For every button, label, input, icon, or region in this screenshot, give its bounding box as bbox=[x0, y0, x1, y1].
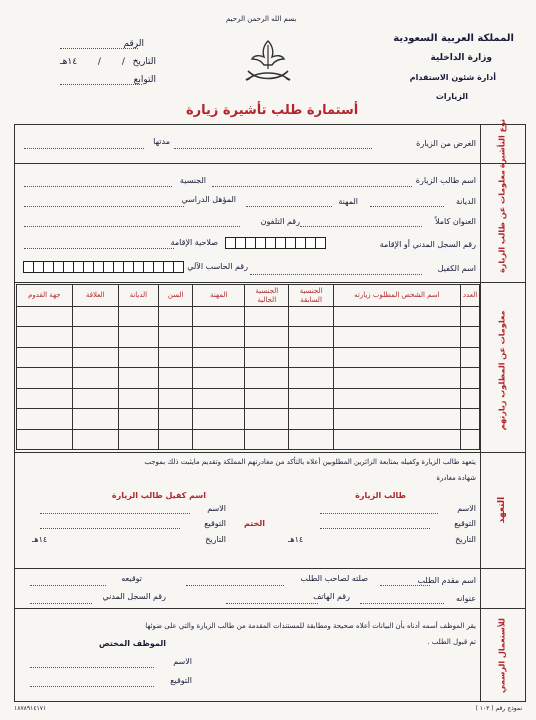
col-header: الجنسية السابقة bbox=[299, 286, 323, 304]
submitter-phone-label: رقم الهاتف bbox=[313, 592, 350, 601]
attachments-label: التوابع bbox=[133, 75, 156, 85]
attachments-field[interactable] bbox=[60, 84, 142, 85]
side-label-official: للأستعمال الرسمي bbox=[497, 618, 507, 693]
table-row[interactable] bbox=[17, 409, 480, 429]
col-header: العلاقة bbox=[85, 291, 105, 299]
col-header: جهة القدوم bbox=[28, 291, 61, 299]
col-header: المهنة bbox=[210, 291, 228, 299]
side-label-pledge: التعهد bbox=[497, 496, 507, 524]
religion-field[interactable] bbox=[370, 206, 444, 207]
submitter-signature-field[interactable] bbox=[30, 585, 106, 586]
table-row[interactable] bbox=[17, 388, 480, 408]
sponsor-label: اسم الكفيل bbox=[437, 264, 476, 273]
applicant-title: طالب الزيارة bbox=[355, 491, 406, 500]
ref-field[interactable] bbox=[60, 48, 138, 49]
employee-title: الموظف المختص bbox=[98, 639, 166, 648]
table-row[interactable] bbox=[17, 429, 480, 449]
official-name-field[interactable] bbox=[30, 667, 154, 668]
pledge-sponsor-signature-label: التوقيع bbox=[204, 519, 226, 528]
ref-label: الرقم bbox=[123, 39, 144, 49]
divider bbox=[14, 568, 526, 569]
phone-field[interactable] bbox=[24, 226, 240, 227]
pledge-applicant-signature-label: التوقيع bbox=[454, 519, 476, 528]
submitter-civil-id-label: رقم السجل المدني bbox=[102, 592, 166, 601]
col-header: الديانة bbox=[129, 291, 148, 299]
official-name-label: الاسم bbox=[173, 657, 192, 666]
address-field[interactable] bbox=[300, 226, 422, 227]
pledge-sponsor-name-field[interactable] bbox=[40, 513, 190, 514]
computer-no-boxes[interactable] bbox=[24, 261, 184, 273]
side-label-applicant: معلومات عن طالب الزيارة bbox=[497, 170, 507, 273]
nationality-field[interactable] bbox=[24, 186, 172, 187]
official-signature-label: التوقيع bbox=[170, 676, 192, 685]
pledge-sponsor-name-label: الاسم bbox=[207, 504, 226, 513]
submitter-relation-label: صلته لصاحب الطلب bbox=[300, 574, 368, 583]
submitter-signature-label: توقيعه bbox=[121, 574, 142, 583]
col-header: اسم الشخص المطلوب زيارته bbox=[354, 291, 440, 299]
saudi-emblem-icon bbox=[240, 35, 296, 93]
table-row[interactable] bbox=[17, 347, 480, 367]
table-header-row bbox=[17, 285, 480, 307]
computer-no-label: رقم الحاسب الآلي bbox=[187, 262, 248, 271]
submitter-name-field[interactable] bbox=[380, 585, 430, 586]
submitter-address-field[interactable] bbox=[360, 603, 444, 604]
sponsor-title: اسم كفيل طالب الزيارة bbox=[111, 491, 206, 500]
iqama-validity-field[interactable] bbox=[24, 248, 174, 249]
table-row[interactable] bbox=[17, 368, 480, 388]
profession-label: المهنة bbox=[338, 197, 358, 206]
pledge-applicant-date-label: التاريخ bbox=[455, 535, 476, 544]
date-pattern: / / ١٤هـ bbox=[60, 57, 125, 67]
section-name: الزيارات bbox=[435, 92, 468, 101]
pledge-applicant-name-field[interactable] bbox=[320, 513, 438, 514]
department-name: أدارة شئون الاستقدام bbox=[409, 73, 496, 82]
qualification-label: المؤهل الدراسي bbox=[181, 195, 236, 204]
civil-id-boxes[interactable] bbox=[226, 237, 326, 249]
pledge-sponsor-date-suffix: ١٤هـ bbox=[32, 535, 48, 544]
table-row[interactable] bbox=[17, 327, 480, 347]
pledge-applicant-date-suffix: ١٤هـ bbox=[288, 535, 304, 544]
phone-label: رقم التلفون bbox=[260, 217, 300, 226]
pledge-sponsor-signature-field[interactable] bbox=[40, 528, 180, 529]
side-column-divider bbox=[480, 124, 481, 702]
visitors-table bbox=[16, 284, 480, 450]
duration-field[interactable] bbox=[24, 148, 144, 149]
iqama-validity-label: صلاحية الإقامة bbox=[170, 238, 218, 247]
pledge-applicant-name-label: الاسم bbox=[457, 504, 476, 513]
submitter-phone-field[interactable] bbox=[226, 603, 318, 604]
civil-id-label: رقم السجل المدني أو الإقامة bbox=[379, 240, 476, 249]
basmala: بسم الله الرحمن الرحيم bbox=[226, 15, 297, 23]
official-text-line2: تم قبول الطلب . bbox=[427, 638, 476, 646]
seal-label: الختم bbox=[244, 519, 266, 528]
pledge-sponsor-date-label: التاريخ bbox=[205, 535, 226, 544]
applicant-name-field[interactable] bbox=[212, 186, 412, 187]
pledge-applicant-signature-field[interactable] bbox=[320, 528, 430, 529]
submitter-relation-field[interactable] bbox=[186, 585, 284, 586]
official-text-line1: يقر الموظف أسمه أدناه بأن البيانات أعلاه صحيحة ومطابقة للمستندات المقدمة من طالب الزيارة والتي على ضوئها bbox=[145, 622, 476, 630]
official-signature-field[interactable] bbox=[30, 686, 154, 687]
profession-field[interactable] bbox=[246, 206, 332, 207]
nationality-label: الجنسية bbox=[179, 176, 206, 185]
form-title: أستمارة طلب تأشيرة زيارة bbox=[186, 103, 359, 118]
kingdom-name: المملكة العربية السعودية bbox=[393, 33, 514, 44]
submitter-address-label: عنوانه bbox=[455, 594, 476, 603]
purpose-field[interactable] bbox=[174, 148, 372, 149]
col-header: الجنسية الحالية bbox=[255, 286, 279, 304]
form-number: نموذج رقم ( ١٠٣ ) bbox=[475, 705, 522, 712]
divider bbox=[14, 452, 526, 453]
side-label-visitors: معلومات عن المطلوب زيارتهم bbox=[497, 310, 507, 431]
ministry-name: وزارة الداخلية bbox=[430, 53, 492, 63]
submitter-name-label: اسم مقدم الطلب bbox=[417, 576, 476, 585]
applicant-name-label: اسم طالب الزيارة bbox=[415, 176, 476, 185]
qualification-field[interactable] bbox=[24, 206, 184, 207]
purpose-label: الغرض من الزيارة bbox=[416, 139, 476, 148]
sponsor-field[interactable] bbox=[250, 274, 422, 275]
divider bbox=[14, 282, 526, 283]
address-label: العنوان كاملاً bbox=[434, 217, 476, 226]
table-row[interactable] bbox=[17, 307, 480, 327]
pledge-text-line2: شهادة مغادرة bbox=[436, 474, 476, 482]
col-header: العدد bbox=[462, 291, 478, 299]
side-label-visa-type: نوع التأشيرة bbox=[497, 118, 507, 169]
print-code: ١٨٧٨٩١٤١٧١ bbox=[14, 705, 47, 712]
divider bbox=[14, 163, 526, 164]
col-header: السن bbox=[167, 291, 184, 299]
pledge-text-line1: يتعهد طالب الزيارة وكفيله بمتابعة الزائرين المطلوبين أعلاه بالتأكد من مغادرتهم المملكة وتقديم مايثبت ذلك بموجب bbox=[144, 458, 476, 466]
divider bbox=[14, 608, 526, 609]
religion-label: الديانة bbox=[455, 197, 476, 206]
date-label: التاريخ bbox=[132, 57, 156, 67]
duration-label: مدتها bbox=[153, 137, 170, 146]
submitter-civil-id-field[interactable] bbox=[30, 603, 92, 604]
